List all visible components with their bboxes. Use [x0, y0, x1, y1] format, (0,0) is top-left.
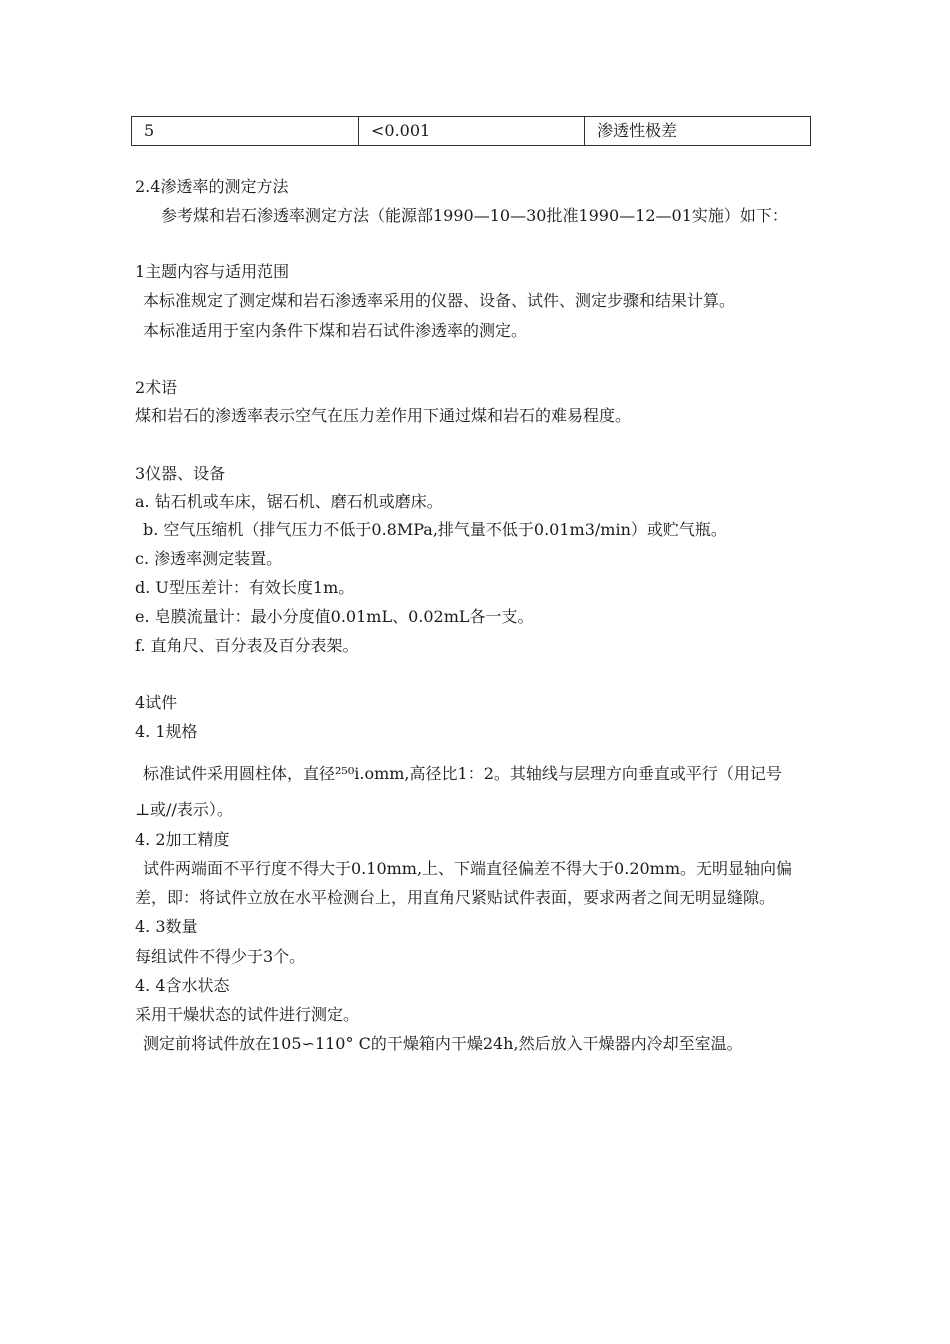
- subheading-moisture: 4. 4含水状态: [135, 976, 230, 995]
- list-item: b. 空气压缩机（排气压力不低于0.8MPa,排气量不低于0.01m3/min）或贮气瓶。: [143, 520, 727, 539]
- list-item: a. 钻石机或车床，锯石机、磨石机或磨床。: [135, 492, 443, 511]
- paragraph-text: 测定前将试件放在105∽110° C的干燥箱内干燥24h,然后放入干燥器内冷却至室温。: [143, 1034, 743, 1053]
- paragraph-text: 本标准规定了测定煤和岩石渗透率采用的仪器、设备、试件、测定步骤和结果计算。: [143, 291, 736, 310]
- list-item: c. 渗透率测定装置。: [135, 549, 283, 568]
- list-item: d. U型压差计：有效长度1m。: [135, 578, 355, 597]
- list-item: e. 皂膜流量计：最小分度值0.01mL、0.02mL各一支。: [135, 607, 534, 626]
- heading-specimen: 4试件: [135, 693, 178, 712]
- paragraph-text: 每组试件不得少于3个。: [135, 947, 306, 966]
- permeability-value-cell: <0.001: [359, 117, 585, 146]
- permeability-description-cell: 渗透性极差: [585, 117, 811, 146]
- subheading-spec: 4. 1规格: [135, 722, 198, 741]
- paragraph-text: ⊥或//表示）。: [135, 800, 233, 819]
- heading-equipment: 3仪器、设备: [135, 464, 226, 483]
- subheading-precision: 4. 2加工精度: [135, 830, 230, 849]
- reference-paragraph: 参考煤和岩石渗透率测定方法（能源部1990—10—30批准1990—12—01实施）如下：: [161, 206, 788, 225]
- paragraph-text: 标准试件采用圆柱体，直径²⁵⁰i.omm,高径比1：2。其轴线与层理方向垂直或平行（用记号: [143, 764, 782, 783]
- paragraph-text: 试件两端面不平行度不得大于0.10mm,上、下端直径偏差不得大于0.20mm。无明显轴向偏: [143, 859, 793, 878]
- list-item: f. 直角尺、百分表及百分表架。: [135, 636, 359, 655]
- heading-terms: 2术语: [135, 378, 178, 397]
- paragraph-text: 煤和岩石的渗透率表示空气在压力差作用下通过煤和岩石的难易程度。: [135, 406, 632, 425]
- permeability-table: [131, 116, 811, 146]
- section-title: 2.4渗透率的测定方法: [135, 177, 289, 196]
- paragraph-text: 采用干燥状态的试件进行测定。: [135, 1005, 360, 1024]
- subheading-quantity: 4. 3数量: [135, 917, 198, 936]
- paragraph-text: 差，即：将试件立放在水平检测台上，用直角尺紧贴试件表面，要求两者之间无明显缝隙。: [135, 888, 776, 907]
- paragraph-text: 本标准适用于室内条件下煤和岩石试件渗透率的测定。: [143, 321, 528, 340]
- grade-cell: 5: [132, 117, 359, 146]
- table-row: [132, 117, 811, 146]
- heading-scope: 1主题内容与适用范围: [135, 262, 290, 281]
